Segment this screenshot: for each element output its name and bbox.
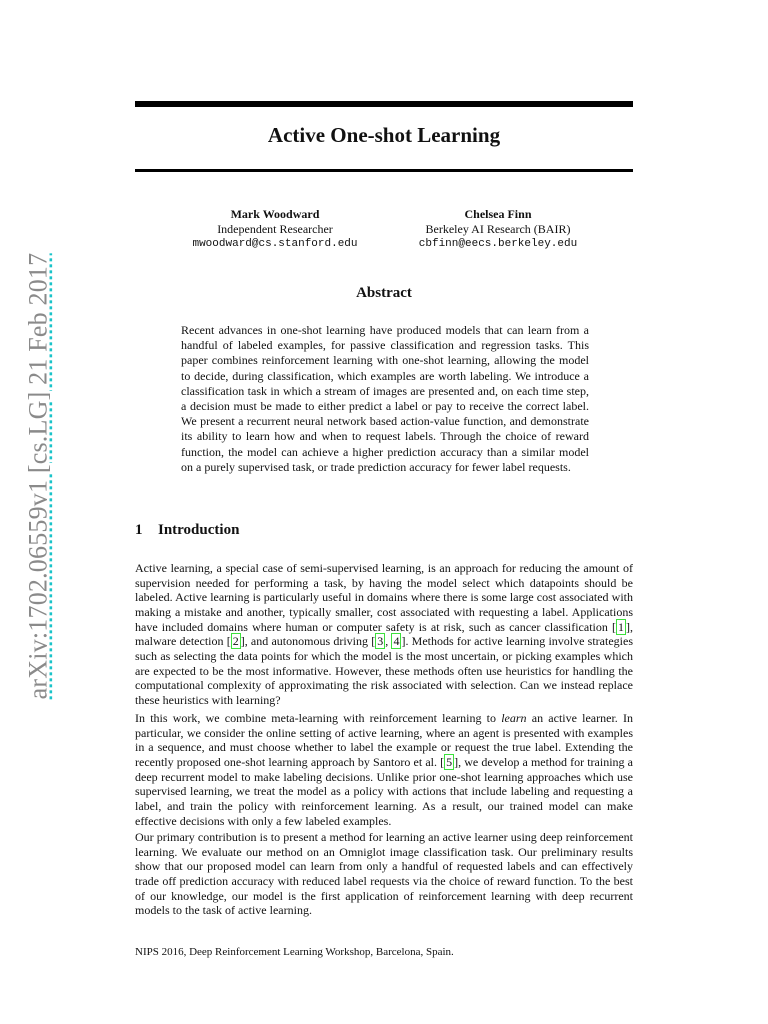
- author-name: Mark Woodward: [230, 207, 320, 221]
- author-email: cbfinn@eecs.berkeley.edu: [418, 238, 578, 250]
- paragraph-text: ], we develop a method for training a deep recurrent model to make labeling decisions. Unlike prior one-shot learning approaches which use supervised learning, we treat the model as a policy with actions that include labeling and requesting a label, and train the policy with reinforcement learning. As a result, our trained model can make effective decisions with only a few labeled examples.: [135, 754, 634, 828]
- abstract-text: Recent advances in one-shot learning have produced models that can learn from a handful of labeled examples, for passive classification and regression tasks. This paper combines reinforcement learning with one-shot learning, allowing the model to decide, during classification, which examples are worth labeling. We introduce a classification task in which a stream of images are presented and, on each time step, a decision must be made to either predict a label or pay to receive the correct label. We present a recurrent neural network based action-value function, and demonstrate its ability to learn how and when to request labels. Through the choice of reward function, the model can achieve a higher prediction accuracy than a similar model on a purely supervised task, or trade prediction accuracy for fewer label requests.: [181, 323, 589, 474]
- section-heading: [135, 522, 239, 539]
- paragraph-text: ], malware detection [: [135, 619, 633, 649]
- paragraph-text: ]. Methods for active learning involve strategies such as selecting the data points for which the model is the most uncertain, or picking examples which are expected to be the most informative. However, these methods often use heuristics for handling the computational complexity of approximating the risk associated with selection. Can we instead replace these heuristics with learning?: [135, 634, 633, 707]
- author-affiliation: Independent Researcher: [217, 222, 333, 236]
- citation-link[interactable]: 3: [377, 634, 384, 649]
- title-rule-bottom: [135, 169, 633, 172]
- abstract-heading: Abstract: [356, 285, 412, 301]
- author-name: Chelsea Finn: [464, 207, 532, 221]
- paper-title: Active One-shot Learning: [267, 123, 501, 147]
- paragraph-text: an active learner. In particular, we consider the online setting of active learning, where an agent is presented with examples in a sequence, and must choose whether to label the example or request the true label. Extending the recently proposed one-shot learning approach by Santoro et al. [: [135, 711, 633, 769]
- arxiv-identifier-text[interactable]: arXiv:1702.06559v1 [cs.LG] 21 Feb 2017: [23, 252, 52, 700]
- citation-link[interactable]: 1: [618, 619, 624, 634]
- paragraph-text: Active learning, a special case of semi-supervised learning, is an approach for reducing the amount of supervision needed for performing a task, by having the model select which datapoints should be labeled. Active learning is particularly useful in domains where there is some large cost associated with making a mistake and another, typically smaller, cost associated with requesting a label. Applications have included domains where human or computer safety is at risk, such as cancer classification [: [135, 561, 633, 634]
- emphasis-text: learn: [501, 711, 527, 725]
- intro-paragraph-2: [135, 711, 633, 828]
- venue-footnote: NIPS 2016, Deep Reinforcement Learning Workshop, Barcelona, Spain.: [135, 946, 454, 958]
- citation-separator: ,: [385, 634, 392, 649]
- paragraph-text: In this work, we combine meta-learning with reinforcement learning to: [135, 711, 502, 725]
- author-affiliation: Berkeley AI Research (BAIR): [425, 222, 571, 236]
- title-rule-top: [135, 101, 633, 107]
- author-email: mwoodward@cs.stanford.edu: [192, 238, 358, 250]
- intro-paragraph-3: Our primary contribution is to present a method for learning an active learner using deep reinforcement learning. We evaluate our method on an Omniglot image classification task. Our preliminary results show that our proposed model can learn from only a handful of requested labels and can effectively trade off prediction accuracy with reduced label requests via the choice of reward function. To the best of our knowledge, our model is the first application of reinforcement learning with deep recurrent models to the task of active learning.: [135, 830, 633, 918]
- author-block: [165, 207, 385, 252]
- citation-link[interactable]: 5: [446, 754, 453, 769]
- section-title: Introduction: [158, 522, 240, 538]
- section-number: 1: [135, 522, 143, 538]
- author-block: [388, 207, 608, 252]
- citation-link[interactable]: 2: [232, 634, 239, 649]
- intro-paragraph-1: [135, 561, 633, 708]
- arxiv-identifier-stamp[interactable]: [20, 248, 56, 704]
- paragraph-text: ], and autonomous driving [: [240, 634, 376, 649]
- citation-link[interactable]: 4: [393, 634, 400, 649]
